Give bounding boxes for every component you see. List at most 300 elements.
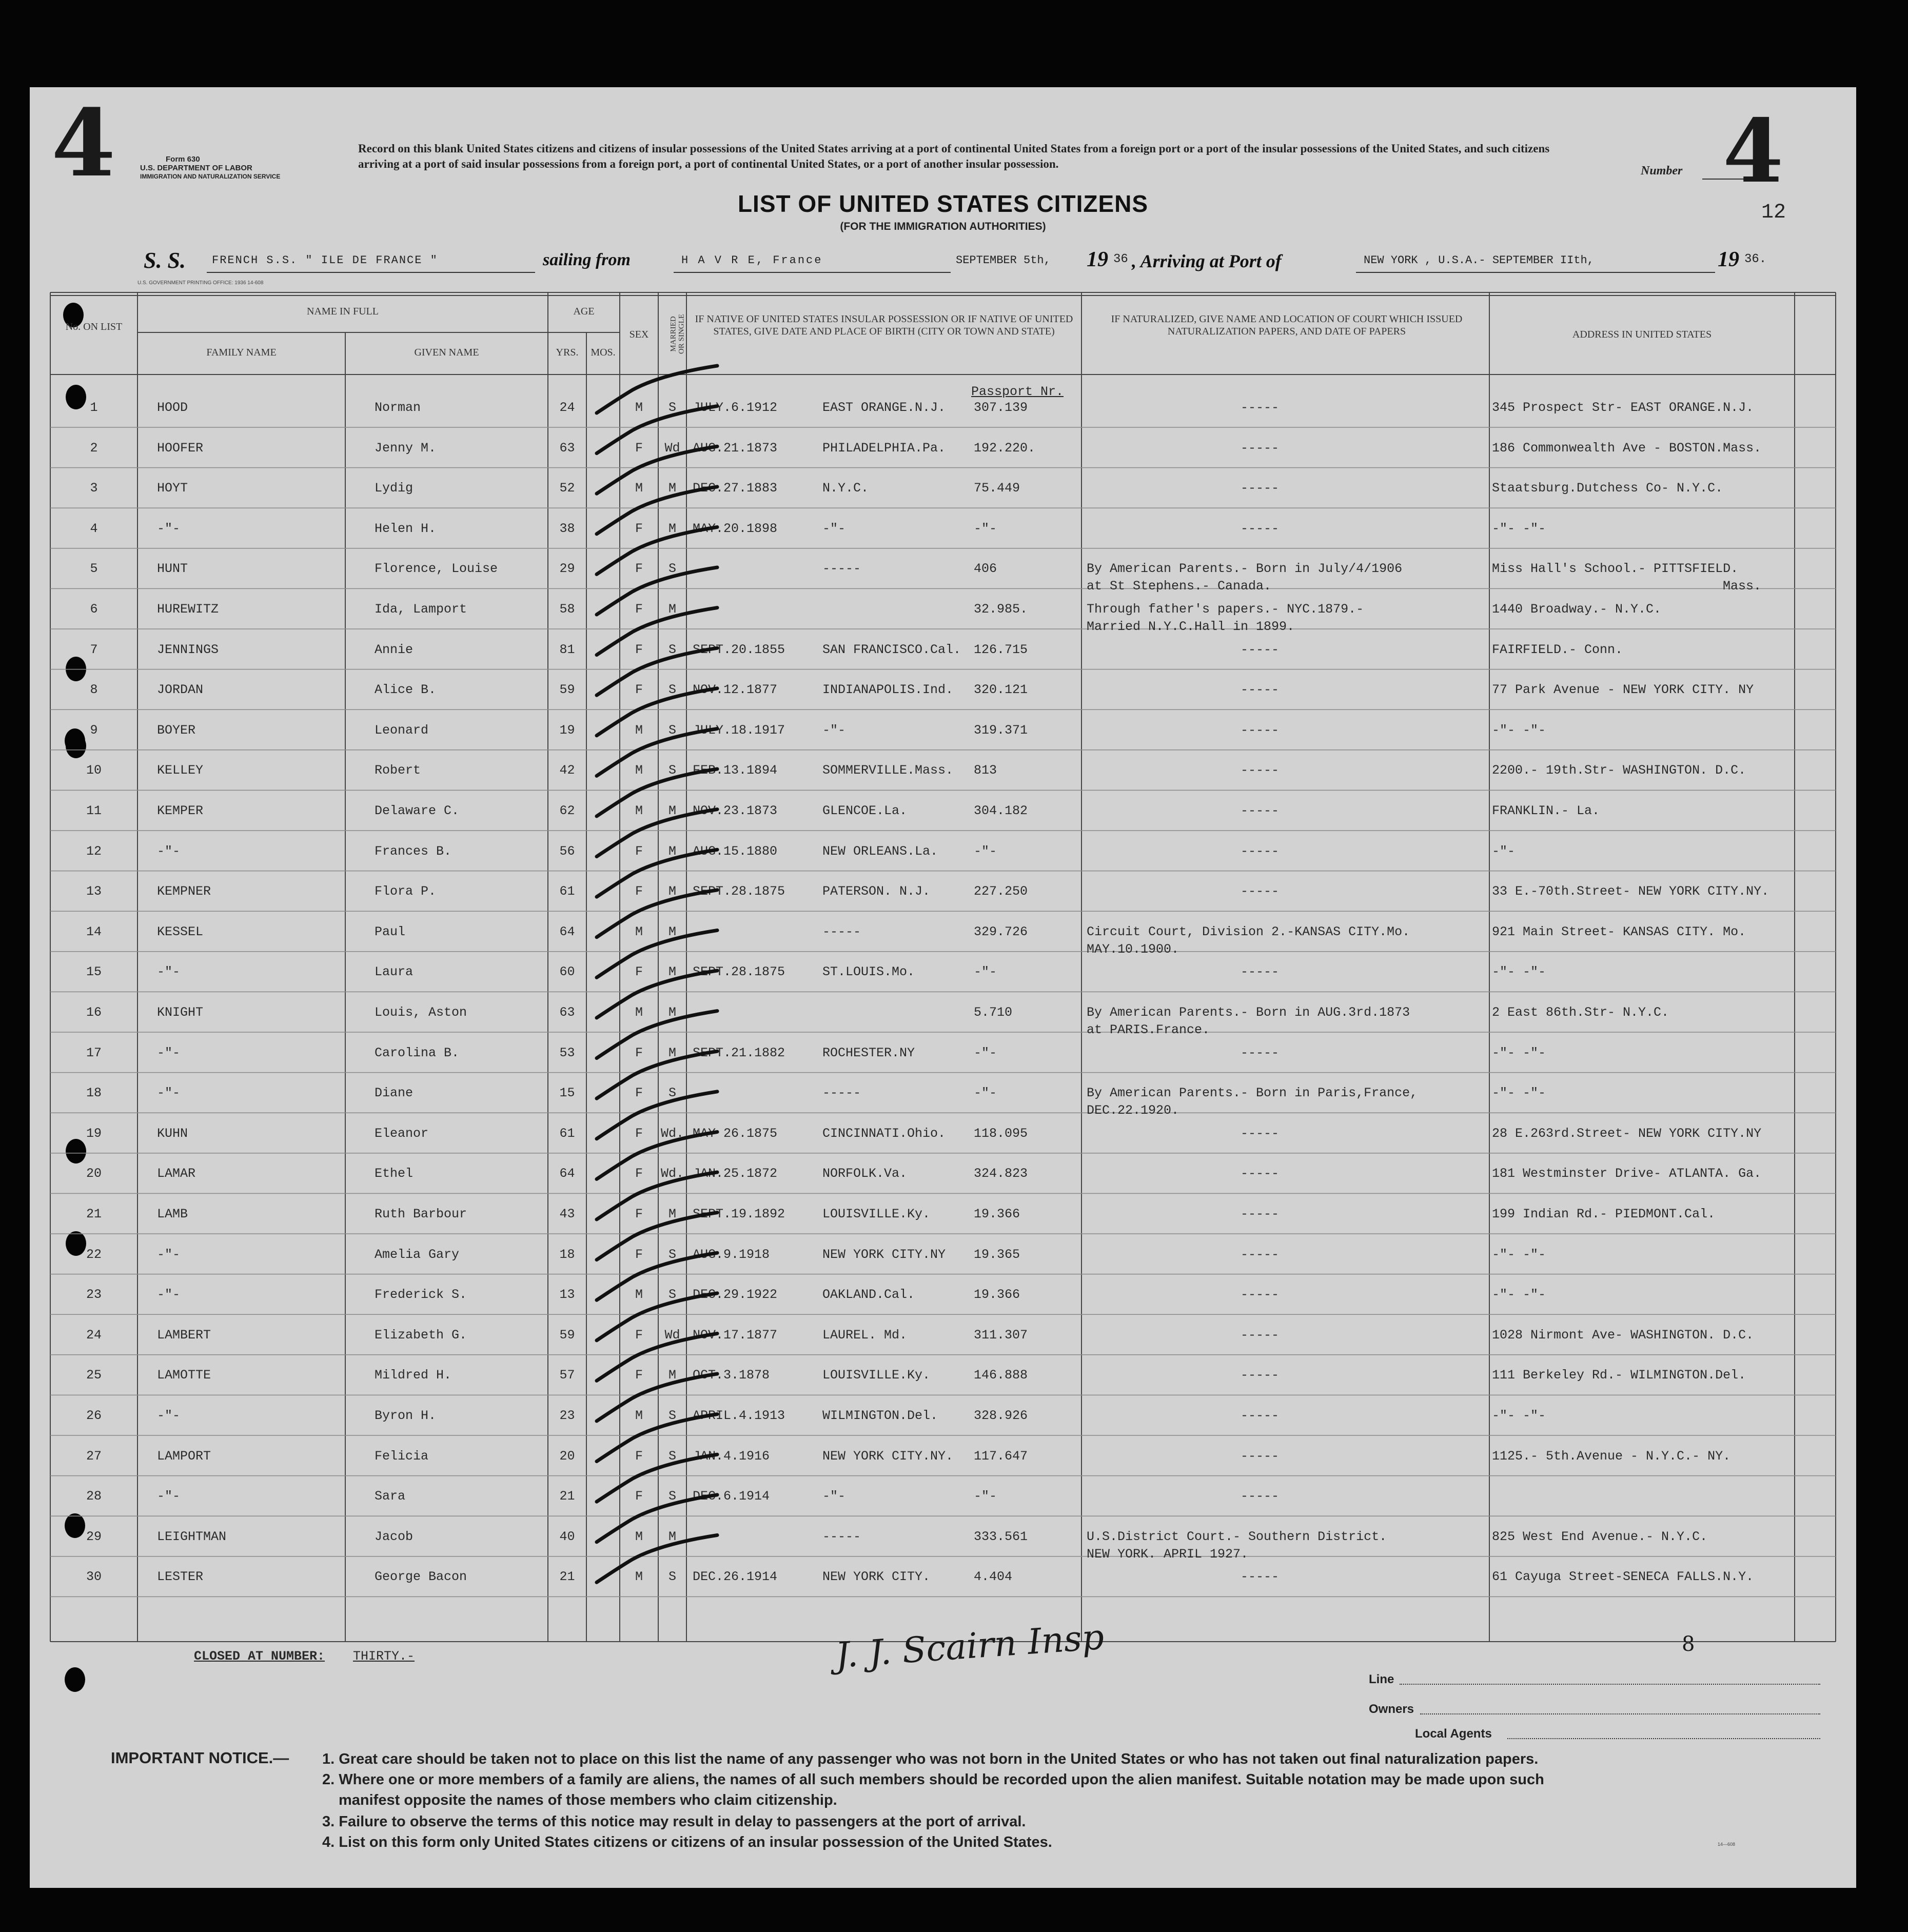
cell-addr1: -"- -"- [1492, 1408, 1546, 1423]
cell-age: 18 [559, 1247, 575, 1262]
cell-date: DEC.29.1922 [693, 1287, 778, 1303]
cell-family: -"- [157, 1408, 181, 1423]
handwritten-count: 8 [1682, 1632, 1695, 1656]
cell-passport: 126.715 [974, 642, 1028, 657]
cell-nat2: NEW YORK. APRIL 1927. [1087, 1546, 1249, 1562]
cell-sex: M [635, 924, 643, 939]
check-mark [597, 890, 717, 937]
corner-mark-left: 4 [51, 89, 116, 198]
cell-ms: M [668, 884, 676, 899]
cell-given: Louis, Aston [375, 1005, 467, 1020]
cell-given: Jenny M. [375, 440, 437, 456]
cell-age: 60 [559, 964, 575, 980]
agents-dots [1507, 1738, 1820, 1739]
check-mark [597, 648, 717, 698]
cell-nat1: ----- [1241, 440, 1280, 456]
check-mark [597, 1172, 717, 1219]
cell-sex: F [635, 682, 643, 698]
check-mark [597, 567, 717, 615]
corner-mark-right: 4 [1723, 100, 1784, 203]
cell-date: DEC.6.1914 [693, 1489, 770, 1504]
cell-given: Delaware C. [375, 803, 460, 818]
cell-given: Sara [375, 1489, 406, 1504]
cell-date: JULY.18.1917 [693, 722, 785, 738]
cell-addr1: 921 Main Street- KANSAS CITY. Mo. [1492, 924, 1746, 939]
cell-place: NEW YORK CITY. [822, 1569, 931, 1585]
cell-ms: Wd. [660, 1126, 684, 1141]
cell-ms: S [668, 1287, 676, 1303]
line-dots [1400, 1684, 1820, 1685]
cell-ms: S [668, 561, 676, 577]
cell-date: MAY 26.1875 [693, 1126, 778, 1141]
cell-sex: M [635, 763, 643, 778]
cell-passport: 5.710 [974, 1005, 1013, 1020]
cell-place: GLENCOE.La. [822, 803, 908, 818]
cell-no: 3 [90, 481, 98, 496]
cell-nat1: ----- [1241, 1207, 1280, 1221]
cell-given: Ethel [375, 1166, 414, 1181]
cell-nat1: Through father's papers.- NYC.1879.- [1087, 602, 1364, 617]
cell-ms: M [668, 1045, 676, 1060]
cell-no: 30 [86, 1569, 102, 1585]
cell-given: Annie [375, 642, 414, 657]
cell-passport: 117.647 [974, 1448, 1028, 1464]
cell-nat1: ----- [1241, 1126, 1280, 1141]
cell-nat1: By American Parents.- Born in AUG.3rd.1873 [1087, 1005, 1410, 1020]
cell-age: 21 [559, 1569, 575, 1585]
cell-passport: 227.250 [974, 884, 1028, 899]
cell-given: Leonard [375, 722, 429, 738]
closed-label: CLOSED AT NUMBER: [194, 1649, 325, 1664]
cell-age: 61 [559, 1126, 575, 1141]
cell-addr1: -"- -"- [1492, 1247, 1546, 1262]
cell-no: 8 [90, 682, 98, 698]
cell-addr1: 1125.- 5th.Avenue - N.Y.C.- NY. [1492, 1448, 1731, 1464]
from-port: H A V R E, France [681, 254, 823, 267]
cell-age: 63 [559, 1005, 575, 1020]
cell-passport: 19.365 [974, 1247, 1020, 1262]
form-number: Form 630 [166, 155, 200, 164]
cell-date: NOV.17.1877 [693, 1327, 778, 1343]
cell-sex: F [635, 642, 643, 657]
cell-given: Jacob [375, 1529, 414, 1544]
cell-no: 22 [86, 1247, 102, 1262]
cell-nat1: ----- [1241, 964, 1280, 980]
cell-no: 10 [86, 763, 102, 778]
manifest-sheet [30, 87, 1856, 1888]
cell-given: George Bacon [375, 1569, 467, 1585]
cell-place: ----- [822, 1086, 861, 1101]
cell-ms: M [668, 1005, 676, 1020]
cell-ms: M [668, 521, 676, 536]
check-mark [597, 728, 717, 776]
cell-age: 29 [559, 561, 575, 577]
cell-place: NEW YORK CITY.NY [822, 1247, 946, 1262]
cell-given: Norman [375, 400, 421, 415]
cell-passport: 329.726 [974, 924, 1028, 939]
cell-passport: -"- [974, 1086, 997, 1101]
cell-place: ----- [822, 561, 861, 577]
cell-family: LAMOTTE [157, 1368, 211, 1383]
cell-family: -"- [157, 964, 181, 980]
cell-place: NEW YORK CITY.NY. [822, 1448, 954, 1464]
col-header-yrs: YRS. [556, 347, 579, 358]
cell-ms: Wd. [660, 1166, 684, 1181]
cell-place: CINCINNATI.Ohio. [822, 1126, 946, 1141]
cell-ms: S [668, 1569, 676, 1585]
cell-place: -"- [822, 521, 846, 536]
cell-family: LESTER [157, 1569, 204, 1585]
cell-addr1: 181 Westminster Drive- ATLANTA. Ga. [1492, 1166, 1762, 1181]
cell-family: -"- [157, 1247, 181, 1262]
cell-place: N.Y.C. [822, 481, 869, 496]
cell-addr1: 77 Park Avenue - NEW YORK CITY. NY [1492, 682, 1754, 698]
cell-place: SOMMERVILLE.Mass. [822, 763, 954, 778]
cell-given: Frederick S. [375, 1287, 467, 1303]
cell-given: Alice B. [375, 682, 437, 698]
cell-given: Lydig [375, 481, 414, 496]
cell-nat1: ----- [1241, 722, 1280, 738]
cell-place: ----- [822, 1529, 861, 1544]
form-code: 14—608 [1718, 1842, 1736, 1847]
cell-family: -"- [157, 1045, 181, 1060]
cell-age: 52 [559, 481, 575, 496]
line-label: Line [1369, 1672, 1394, 1686]
check-mark [597, 446, 717, 494]
cell-nat1: U.S.District Court.- Southern District. [1087, 1529, 1387, 1544]
cell-nat1: ----- [1241, 642, 1280, 657]
to-year: 36. [1744, 252, 1767, 266]
check-mark [597, 1253, 717, 1303]
cell-no: 14 [86, 924, 102, 939]
page-number: 12 [1761, 201, 1786, 224]
cell-ms: S [668, 1408, 676, 1423]
cell-family: LAMPORT [157, 1448, 211, 1464]
from-year: 36 [1113, 252, 1128, 266]
cell-date: MAY.20.1898 [693, 521, 778, 536]
cell-given: Frances B. [375, 843, 452, 859]
cell-nat2: DEC.22.1920. [1087, 1103, 1179, 1118]
cell-age: 64 [559, 1166, 575, 1181]
notice-1: 1. Great care should be taken not to place on this list the name of any passenger who was not born in the United States or who has not taken out final naturalization papers. [322, 1751, 1539, 1767]
cell-family: KUHN [157, 1126, 188, 1141]
cell-addr1: 61 Cayuga Street-SENECA FALLS.N.Y. [1492, 1569, 1754, 1585]
cell-nat1: ----- [1241, 1247, 1280, 1262]
cell-no: 20 [86, 1166, 102, 1181]
cell-sex: M [635, 481, 643, 496]
cell-nat1: ----- [1241, 1368, 1280, 1383]
to-port: NEW YORK , U.S.A.- SEPTEMBER IIth, [1364, 254, 1594, 267]
cell-passport: 32.985. [974, 602, 1028, 617]
cell-age: 56 [559, 843, 575, 859]
col-header-given: GIVEN NAME [414, 347, 479, 358]
cell-family: -"- [157, 1086, 181, 1101]
cell-date: DEC.27.1883 [693, 481, 778, 496]
cell-age: 53 [559, 1045, 575, 1060]
cell-passport: -"- [974, 843, 997, 859]
cell-nat2: MAY.10.1900. [1087, 941, 1179, 957]
cell-place: -"- [822, 1489, 846, 1504]
cell-passport: -"- [974, 1045, 997, 1060]
check-mark [597, 487, 717, 534]
cell-place: NORFOLK.Va. [822, 1166, 908, 1181]
cell-nat1: ----- [1241, 763, 1280, 778]
cell-date: AUG.21.1873 [693, 440, 778, 456]
cell-sex: F [635, 1448, 643, 1464]
cell-ms: M [668, 843, 676, 859]
cell-passport: 307.139 [974, 400, 1028, 415]
cell-place: WILMINGTON.Del. [822, 1408, 938, 1423]
check-mark [597, 1213, 717, 1260]
cell-addr1: Staatsburg.Dutchess Co- N.Y.C. [1492, 481, 1723, 496]
cell-age: 15 [559, 1086, 575, 1101]
cell-ms: Wd [664, 440, 680, 456]
check-mark [597, 971, 717, 1018]
cell-no: 7 [90, 642, 98, 657]
cell-family: KESSEL [157, 924, 204, 939]
col-header-naturalized: IF NATURALIZED, GIVE NAME AND LOCATION OF COURT WHICH ISSUED NATURALIZATION PAPERS, AND DATE OF PAPERS [1111, 313, 1463, 337]
cell-sex: F [635, 884, 643, 899]
check-mark [597, 769, 717, 816]
cell-no: 25 [86, 1368, 102, 1383]
check-mark [597, 1051, 717, 1101]
cell-sex: F [635, 1086, 643, 1101]
number-label: Number [1641, 164, 1683, 178]
cell-place: SAN FRANCISCO.Cal. [822, 642, 961, 657]
check-mark [597, 608, 717, 655]
check-mark [597, 930, 717, 980]
cell-age: 23 [559, 1408, 575, 1423]
cell-addr1: 2200.- 19th.Str- WASHINGTON. D.C. [1492, 763, 1746, 778]
cell-passport: 75.449 [974, 481, 1020, 496]
cell-nat1: ----- [1241, 803, 1280, 818]
cell-family: BOYER [157, 722, 196, 738]
check-mark [597, 688, 717, 736]
cell-ms: M [668, 803, 676, 818]
cell-nat1: ----- [1241, 481, 1280, 496]
cell-given: Florence, Louise [375, 561, 498, 577]
cell-given: Helen H. [375, 521, 437, 536]
check-mark [597, 810, 717, 857]
cell-family: HOOFER [157, 440, 204, 456]
cell-nat1: ----- [1241, 1166, 1280, 1181]
cell-addr1: 186 Commonwealth Ave - BOSTON.Mass. [1492, 440, 1762, 456]
notice-title: IMPORTANT NOTICE.— [111, 1749, 289, 1767]
cell-passport: 320.121 [974, 682, 1028, 698]
cell-date: OCT.3.1878 [693, 1368, 770, 1383]
cell-family: -"- [157, 843, 181, 859]
check-mark [597, 366, 717, 413]
cell-addr1: 345 Prospect Str- EAST ORANGE.N.J. [1492, 400, 1754, 415]
cell-nat1: ----- [1241, 400, 1280, 415]
cell-nat1: ----- [1241, 884, 1280, 899]
sailing-from-label: sailing from [543, 250, 631, 269]
cell-family: HUNT [157, 561, 188, 577]
cell-family: LAMB [157, 1207, 188, 1221]
cell-nat1: ----- [1241, 1287, 1280, 1303]
check-mark [597, 850, 717, 897]
cell-date: SEPT.19.1892 [693, 1207, 785, 1221]
cell-date: AUG.15.1880 [693, 843, 778, 859]
cell-date: SEPT.21.1882 [693, 1045, 785, 1060]
cell-passport: 333.561 [974, 1529, 1028, 1544]
cell-sex: F [635, 1247, 643, 1262]
col-header-age: AGE [573, 306, 595, 317]
cell-passport: 406 [974, 561, 997, 577]
check-mark [597, 406, 717, 454]
check-mark [597, 1293, 717, 1340]
cell-no: 15 [86, 964, 102, 980]
cell-addr1: -"- [1492, 843, 1516, 859]
cell-passport: -"- [974, 1489, 997, 1504]
cell-age: 64 [559, 924, 575, 939]
cell-date: NOV.23.1873 [693, 803, 778, 818]
local-agents-label: Local Agents [1415, 1727, 1492, 1741]
cell-sex: M [635, 803, 643, 818]
cell-no: 19 [86, 1126, 102, 1141]
cell-date: NOV.12.1877 [693, 682, 778, 698]
cell-sex: F [635, 843, 643, 859]
col-header-birth: IF NATIVE OF UNITED STATES INSULAR POSSESSION OR IF NATIVE OF UNITED STATES, GIVE DATE AND PLACE OF BIRTH (CITY OR TOWN AND STATE) [695, 313, 1073, 337]
cell-passport: 304.182 [974, 803, 1028, 818]
cell-addr1: -"- -"- [1492, 722, 1546, 738]
cell-nat1: ----- [1241, 1045, 1280, 1060]
cell-family: LAMAR [157, 1166, 196, 1181]
cell-ms: Wd [664, 1327, 680, 1343]
cell-ms: M [668, 1529, 676, 1544]
cell-age: 20 [559, 1448, 575, 1464]
cell-family: KNIGHT [157, 1005, 204, 1020]
cell-addr1: -"- -"- [1492, 1287, 1546, 1303]
cell-addr1: -"- -"- [1492, 521, 1546, 536]
cell-ms: S [668, 642, 676, 657]
cell-family: -"- [157, 1287, 181, 1303]
cell-given: Elizabeth G. [375, 1327, 467, 1343]
cell-no: 18 [86, 1086, 102, 1101]
cell-given: Flora P. [375, 884, 437, 899]
cell-place: PATERSON. N.J. [822, 884, 931, 899]
cell-sex: F [635, 602, 643, 617]
cell-age: 62 [559, 803, 575, 818]
cell-no: 21 [86, 1207, 102, 1221]
cell-sex: F [635, 1327, 643, 1343]
cell-sex: F [635, 561, 643, 577]
form-subtitle: (FOR THE IMMIGRATION AUTHORITIES) [840, 221, 1046, 232]
col-header-sex: SEX [629, 329, 649, 340]
cell-no: 28 [86, 1489, 102, 1504]
cell-sex: M [635, 722, 643, 738]
check-mark [597, 1092, 717, 1139]
cell-age: 21 [559, 1489, 575, 1504]
cell-given: Ida, Lamport [375, 602, 467, 617]
col-header-family: FAMILY NAME [206, 347, 277, 358]
cell-given: Robert [375, 763, 421, 778]
cell-no: 6 [90, 602, 98, 617]
cell-addr1: 33 E.-70th.Street- NEW YORK CITY.NY. [1492, 884, 1769, 899]
check-mark [597, 1495, 717, 1542]
notice-2: 2. Where one or more members of a family are aliens, the names of all such members should be recorded upon the alien manifest. Suitable notation may be made upon such [322, 1771, 1544, 1788]
cell-sex: F [635, 1166, 643, 1181]
cell-age: 43 [559, 1207, 575, 1221]
cell-no: 11 [86, 803, 102, 818]
col-header-passport: Passport Nr. [971, 384, 1064, 399]
col-header-mos: MOS. [591, 347, 616, 358]
cell-ms: S [668, 1448, 676, 1464]
cell-sex: F [635, 521, 643, 536]
cell-no: 4 [90, 521, 98, 536]
cell-age: 19 [559, 722, 575, 738]
cell-sex: F [635, 1368, 643, 1383]
cell-nat2: Married N.Y.C.Hall in 1899. [1087, 619, 1295, 634]
cell-nat1: By American Parents.- Born in July/4/1906 [1087, 561, 1403, 577]
cell-date: JAN.25.1872 [693, 1166, 778, 1181]
cell-no: 23 [86, 1287, 102, 1303]
cell-given: Carolina B. [375, 1045, 460, 1060]
cell-place: -"- [822, 722, 846, 738]
cell-place: ----- [822, 924, 861, 939]
cell-date: FEB.13.1894 [693, 763, 778, 778]
cell-given: Ruth Barbour [375, 1207, 467, 1221]
cell-given: Eleanor [375, 1126, 429, 1141]
cell-place: NEW ORLEANS.La. [822, 843, 938, 859]
cell-nat1: ----- [1241, 1408, 1280, 1423]
cell-sex: M [635, 1529, 643, 1544]
cell-nat1: ----- [1241, 1448, 1280, 1464]
cell-sex: F [635, 440, 643, 456]
cell-ms: M [668, 964, 676, 980]
cell-family: HUREWITZ [157, 602, 219, 617]
cell-passport: -"- [974, 521, 997, 536]
check-mark [597, 1454, 717, 1502]
cell-family: JENNINGS [157, 642, 219, 657]
cell-ms: M [668, 481, 676, 496]
closed-value: THIRTY.- [353, 1649, 415, 1664]
cell-addr2: Mass. [1723, 579, 1762, 594]
check-mark [597, 1414, 717, 1462]
cell-ms: S [668, 400, 676, 415]
col-header-married: MARRIED OR SINGLE [669, 314, 686, 354]
instructions-text: Record on this blank United States citizens and citizens of insular possessions of the United States arriving at a port of continental United States from a foreign port or a port of the insular possessions of the United States, and such citizens arriving at a port of said insular possessions from a foreign port, a port of continental United States, or a port of another insular possession. [358, 142, 1550, 170]
to-year-prefix: 19 [1718, 248, 1739, 271]
cell-family: HOOD [157, 400, 188, 415]
cell-given: Laura [375, 964, 414, 980]
col-header-no: No. ON LIST [65, 321, 123, 332]
service: IMMIGRATION AND NATURALIZATION SERVICE [140, 173, 281, 180]
cell-ms: S [668, 1086, 676, 1101]
printing-office: U.S. GOVERNMENT PRINTING OFFICE: 1936 14-608 [137, 280, 264, 286]
cell-no: 2 [90, 440, 98, 456]
cell-nat1: ----- [1241, 682, 1280, 698]
cell-date: AUG.9.1918 [693, 1247, 770, 1262]
cell-no: 5 [90, 561, 98, 577]
cell-passport: 324.823 [974, 1166, 1028, 1181]
cell-sex: F [635, 1207, 643, 1221]
cell-ms: M [668, 602, 676, 617]
cell-addr1: -"- -"- [1492, 964, 1546, 980]
cell-family: KEMPER [157, 803, 204, 818]
cell-nat1: ----- [1241, 1569, 1280, 1585]
cell-passport: 319.371 [974, 722, 1028, 738]
cell-sex: M [635, 1287, 643, 1303]
cell-family: HOYT [157, 481, 188, 496]
cell-ms: S [668, 763, 676, 778]
cell-passport: 19.366 [974, 1207, 1020, 1221]
cell-addr1: 825 West End Avenue.- N.Y.C. [1492, 1529, 1708, 1544]
cell-addr1: 1028 Nirmont Ave- WASHINGTON. D.C. [1492, 1327, 1754, 1343]
cell-addr1: 1440 Broadway.- N.Y.C. [1492, 602, 1662, 617]
cell-given: Felicia [375, 1448, 429, 1464]
check-mark [597, 1535, 717, 1585]
